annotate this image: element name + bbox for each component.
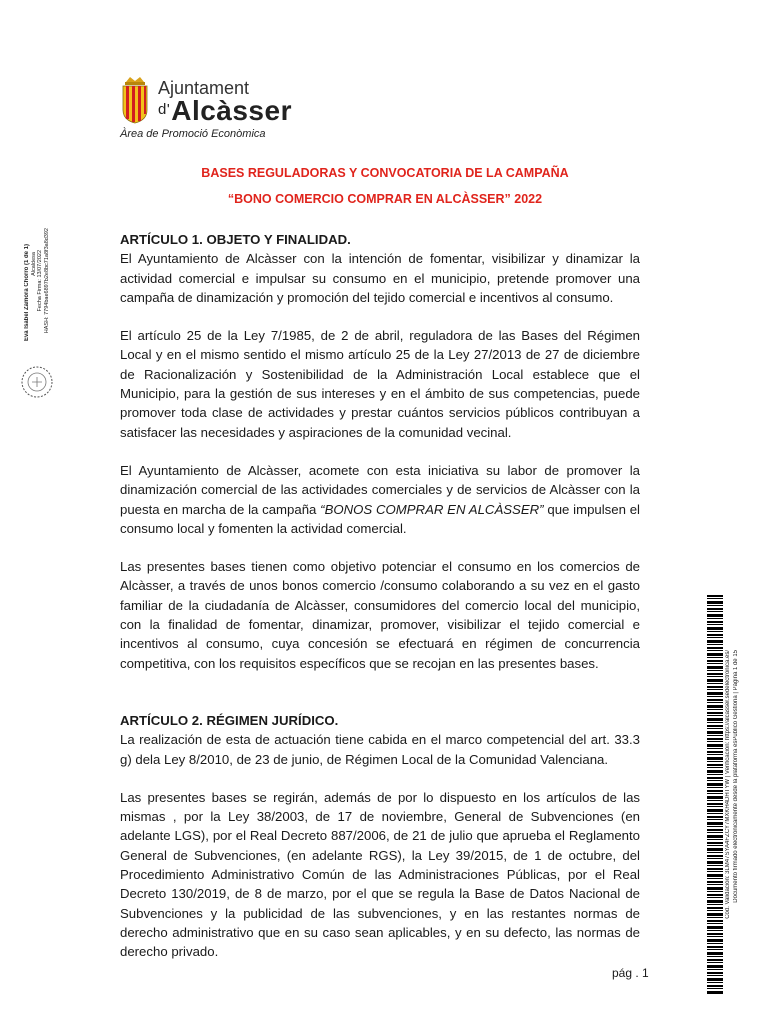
document-title-line-2: “BONO COMERCIO COMPRAR EN ALCÀSSER” 2022 xyxy=(227,192,543,206)
brand-name-text: Alcàsser xyxy=(171,95,292,126)
verification-note: Documento firmado electrónicamente desde la plataforma esPublico Gestiona | Página 1 de 15 xyxy=(733,650,739,903)
article-1-paragraph-4: Las presentes bases tienen como objetivo potenciar el consumo en los comercios de Alcàsser, a través de unos bonos comercio /consumo colaborando a su vez en el gasto familiar de la ciudadanía de Alcàsser, consumidores del comercio local del municipio, con la finalidad de fomentar, dinamizar, promover, visibilizar el tejido comercial e incentivos al consumo, cuya concesión se efectuará en régimen de concurrencia competitiva, con los requisitos específicos que se recojan en las presentes bases. xyxy=(120,559,640,671)
brand-prefix: d' xyxy=(158,101,171,118)
paragraph-3-text-b: que impulsen el consumo local y fomenten la actividad comercial. xyxy=(120,501,640,536)
article-2-paragraph-2: Las presentes bases se regirán, además de por lo dispuesto en los artículos de las mismas , por la Ley 38/2003, de 17 de noviembre, General de Subvenciones (en adelante LGS), por el Real Decreto 887/2006, de 21 de julio que aprueba el Reglamento General de Subvenciones, (en adelante RGS), la Ley 39/2015, de 1 de octubre, del Procedimiento Administrativo Común de las Administraciones Públicas, por el Real Decreto 130/2019, de 8 de marzo, por el que se regula la Base de Datos Nacional de Subvenciones y la publicidad de las subvenciones, y en las restantes normas de derecho administrativo que en su caso sean aplicables, y en su defecto, las normas de derecho privado. xyxy=(120,789,640,960)
brand-name xyxy=(158,95,292,127)
barcode xyxy=(707,595,723,995)
article-2-heading: ARTÍCULO 2. RÉGIMEN JURÍDICO. xyxy=(120,712,339,728)
document-body xyxy=(120,230,640,962)
verification-code: Cod. Validación: 3LM47SYA4FZCY7MXKH4DHTYW | Verificación: https://alcasser.sedelectronica.es/ xyxy=(725,650,731,919)
campaign-name: “BONOS COMPRAR EN ALCÀSSER” xyxy=(320,501,544,517)
department-label: Àrea de Promoció Econòmica xyxy=(120,128,266,140)
paragraph-3-text-a: El Ayuntamiento de Alcàsser, acomete con esta iniciativa su labor de promover la dinamización comercial de las actividades comerciales y de servicios de Alcàsser con la puesta en marcha de la campaña xyxy=(120,462,640,517)
document-title-line-1: BASES REGULADORAS Y CONVOCATORIA DE LA CAMPAÑA xyxy=(201,166,569,180)
signature-date: Fecha Firma: 13/07/2022 xyxy=(37,250,43,312)
article-1-paragraph-1: El Ayuntamiento de Alcàsser con la intención de fomentar, visibilizar y dinamizar la actividad comercial e impulsar su consumo en el municipio, pretende promover una campaña de dinamización y promoción del tejido comercial e incentivos al consumo. xyxy=(120,251,640,305)
town-logo xyxy=(120,76,290,130)
official-seal-icon xyxy=(20,365,54,399)
brand-top-text: Ajuntament xyxy=(158,78,250,98)
coat-of-arms-icon xyxy=(120,76,150,124)
article-1-paragraph-2: El artículo 25 de la Ley 7/1985, de 2 de abril, reguladora de las Bases del Régimen Local y en el mismo sentido el mismo artículo 25 de la Ley 27/2013 de 27 de diciembre de Racionalización y Sostenibilidad de la Administración Local establece que el Municipio, para la gestión de sus intereses y en el ámbito de sus competencias, puede promover toda clase de actividades y prestar cuántos servicios públicos contribuyan a satisfacer las necesidades y aspiraciones de la comunidad vecinal. xyxy=(120,328,640,440)
signature-hash: HASH: 7794bae6897b2e8bc71a8f3a8d392 xyxy=(44,228,50,334)
signer-name: Eva Isabel Zamora Chorro (1 de 1) xyxy=(24,244,30,342)
signer-role: Alcaldesa xyxy=(31,252,37,276)
article-1-paragraph-3 xyxy=(120,461,640,538)
article-1-heading: ARTÍCULO 1. OBJETO Y FINALIDAD. xyxy=(120,232,351,247)
article-2-paragraph-1: La realización de esta de actuación tiene cabida en el marco competencial del art. 33.3 g) dela Ley 8/2010, de 23 de junio, de Régimen Local de la Comunidad Valenciana. xyxy=(120,732,640,767)
page-number: pág . 1 xyxy=(612,966,649,980)
